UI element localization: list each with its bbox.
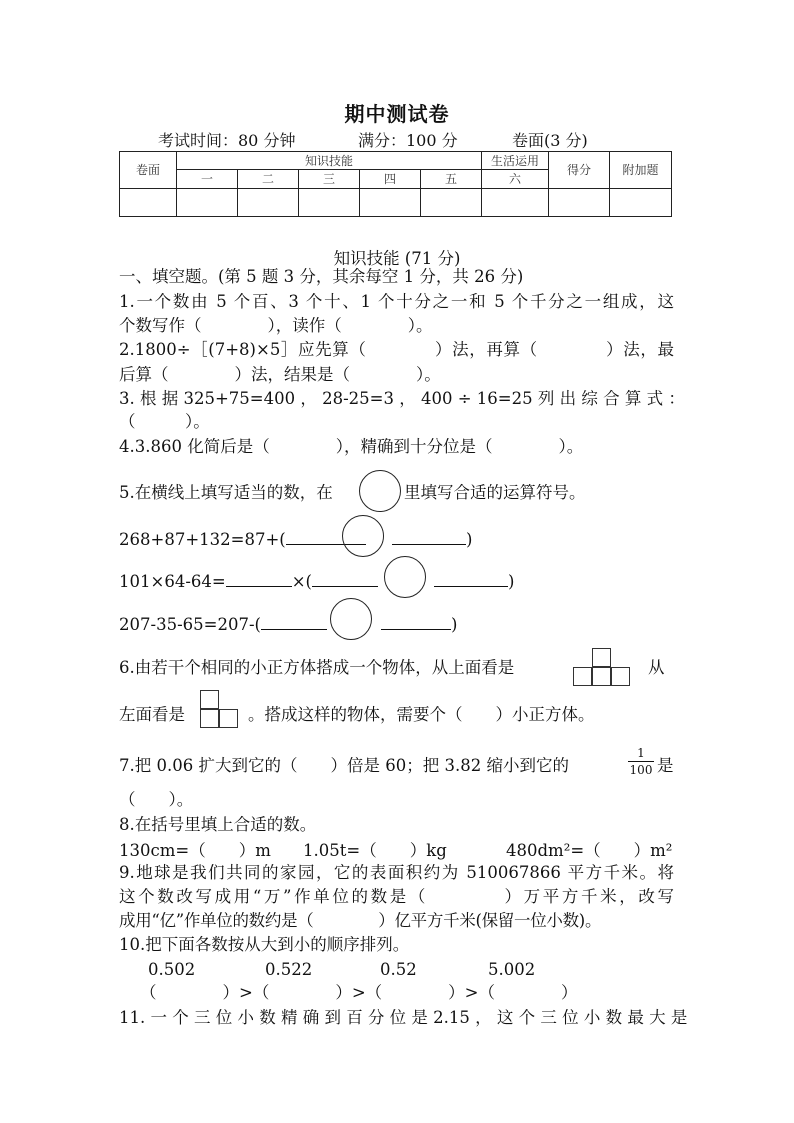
question-7-line1: 7.把 0.06 扩大到它的（ ）倍是 60；把 3.82 缩小到它的 (119, 756, 569, 775)
top-view-icon (573, 667, 592, 686)
score-table (119, 151, 672, 217)
operator-circle-icon (359, 470, 401, 512)
number-item: 0.52 (380, 960, 417, 979)
fraction (628, 746, 654, 777)
score-cell[interactable] (177, 188, 238, 216)
col-num: 三 (299, 170, 360, 188)
order-answer-line: （ ）>（ ）>（ ）>（ ） (140, 983, 578, 1002)
neatness-score: 卷面(3 分) (512, 131, 588, 150)
top-view-icon (592, 648, 611, 667)
col-num: 五 (421, 170, 482, 188)
close-paren: ) (451, 615, 458, 634)
top-view-icon (611, 667, 630, 686)
answer-blank[interactable] (392, 528, 466, 545)
col-num: 四 (360, 170, 421, 188)
question-7-line2: （ ）。 (119, 790, 194, 809)
question-11: 11. 一 个 三 位 小 数 精 确 到 百 分 位 是 2.15 ， 这 个 三 位 小 数 最 大 是 (119, 1008, 688, 1027)
question-8-c: 480dm²=（ ）m² (506, 841, 673, 860)
score-cell[interactable] (421, 188, 482, 216)
question-7-tail: 是 (657, 756, 674, 775)
group-knowledge: 知识技能 (177, 152, 482, 170)
close-paren: ) (466, 530, 473, 549)
question-1-line1: 1.一个数由 5 个百、3 个十、1 个十分之一和 5 个千分之一组成，这 (119, 292, 674, 311)
question-1-line2: 个数写作（ ），读作（ ）。 (119, 316, 433, 335)
question-6-part-a: 6.由若干个相同的小正方体搭成一个物体，从上面看是 (119, 658, 515, 677)
operator-circle-icon[interactable] (384, 556, 426, 598)
answer-blank[interactable] (312, 570, 378, 587)
left-view-icon (200, 690, 219, 709)
number-item: 0.502 (148, 960, 196, 979)
question-8-line1: 8.在括号里填上合适的数。 (119, 815, 317, 834)
col-num: 六 (482, 170, 549, 188)
operator-circle-icon[interactable] (330, 598, 372, 640)
page-title: 期中测试卷 (344, 102, 450, 126)
equation-3-tail (381, 613, 457, 636)
full-score: 满分：100 分 (358, 131, 458, 150)
question-5-intro-a: 5.在横线上填写适当的数，在 (119, 483, 333, 502)
score-cell[interactable] (360, 188, 421, 216)
question-4: 4.3.860 化简后是（ ），精确到十分位是（ ）。 (119, 437, 584, 456)
answer-blank[interactable] (261, 613, 327, 630)
question-5-intro-b: 里填写合适的运算符号。 (404, 483, 586, 502)
question-6-part-c: 左面看是 (119, 705, 185, 724)
col-neatness: 卷面 (120, 152, 177, 189)
exam-time: 考试时间：80 分钟 (158, 131, 296, 150)
score-cell[interactable] (549, 188, 610, 216)
equation-3-left: 207-35-65=207-( (119, 615, 261, 634)
section-title: 知识技能 (71 分) (333, 249, 461, 268)
question-2-line1: 2.1800÷［(7+8)×5］应先算（ ）法，再算（ ）法，最 (119, 340, 674, 359)
question-2-line2: 后算（ ）法，结果是（ ）。 (119, 365, 441, 384)
equation-3 (119, 613, 327, 636)
fraction-numerator: 1 (637, 746, 645, 760)
equation-1 (119, 528, 366, 551)
equation-2-mid: ×( (291, 572, 312, 591)
score-cell[interactable] (610, 188, 672, 216)
question-3-line2: （ ）。 (119, 412, 210, 431)
question-3-line1: 3. 根 据 325+75=400 ， 28-25=3 ， 400 ÷ 16=25 列 出 综 合 算 式 ： (119, 389, 685, 408)
left-view-icon (219, 709, 238, 728)
operator-circle-icon[interactable] (342, 515, 384, 557)
score-cell[interactable] (238, 188, 299, 216)
part1-heading: 一、填空题。(第 5 题 3 分，其余每空 1 分，共 26 分) (119, 267, 524, 286)
group-life: 生活运用 (482, 152, 549, 170)
col-num: 一 (177, 170, 238, 188)
question-6-part-b: 从 (648, 658, 665, 677)
top-view-icon (592, 667, 611, 686)
question-10-line1: 10.把下面各数按从大到小的顺序排列。 (119, 935, 410, 954)
equation-1-tail (392, 528, 472, 551)
question-8-a: 130cm=（ ）m (119, 841, 271, 860)
equation-2-tail (434, 570, 514, 593)
question-9-line3: 成用“亿”作单位的数约是（ ）亿平方千米(保留一位小数)。 (119, 911, 602, 930)
col-score: 得分 (549, 152, 610, 189)
question-6-part-d: 。搭成这样的物体，需要个（ ）小正方体。 (248, 705, 595, 724)
score-cell[interactable] (120, 188, 177, 216)
number-item: 0.522 (265, 960, 313, 979)
answer-blank[interactable] (381, 613, 451, 630)
answer-blank[interactable] (434, 570, 508, 587)
col-bonus: 附加题 (610, 152, 672, 189)
equation-2 (119, 570, 378, 593)
answer-blank[interactable] (226, 570, 292, 587)
score-cell[interactable] (299, 188, 360, 216)
equation-1-left: 268+87+132=87+( (119, 530, 286, 549)
fraction-denominator: 100 (629, 763, 653, 777)
question-9-line2: 这个数改写成用“万”作单位的数是（ ）万平方千米，改写 (119, 887, 674, 906)
close-paren: ) (508, 572, 515, 591)
left-view-icon (200, 709, 219, 728)
score-cell[interactable] (482, 188, 549, 216)
question-8-b: 1.05t=（ ）kg (303, 841, 447, 860)
question-9-line1: 9.地球是我们共同的家园，它的表面积约为 510067866 平方千米。将 (119, 863, 674, 882)
equation-2-left: 101×64-64= (119, 572, 226, 591)
number-item: 5.002 (488, 960, 536, 979)
col-num: 二 (238, 170, 299, 188)
